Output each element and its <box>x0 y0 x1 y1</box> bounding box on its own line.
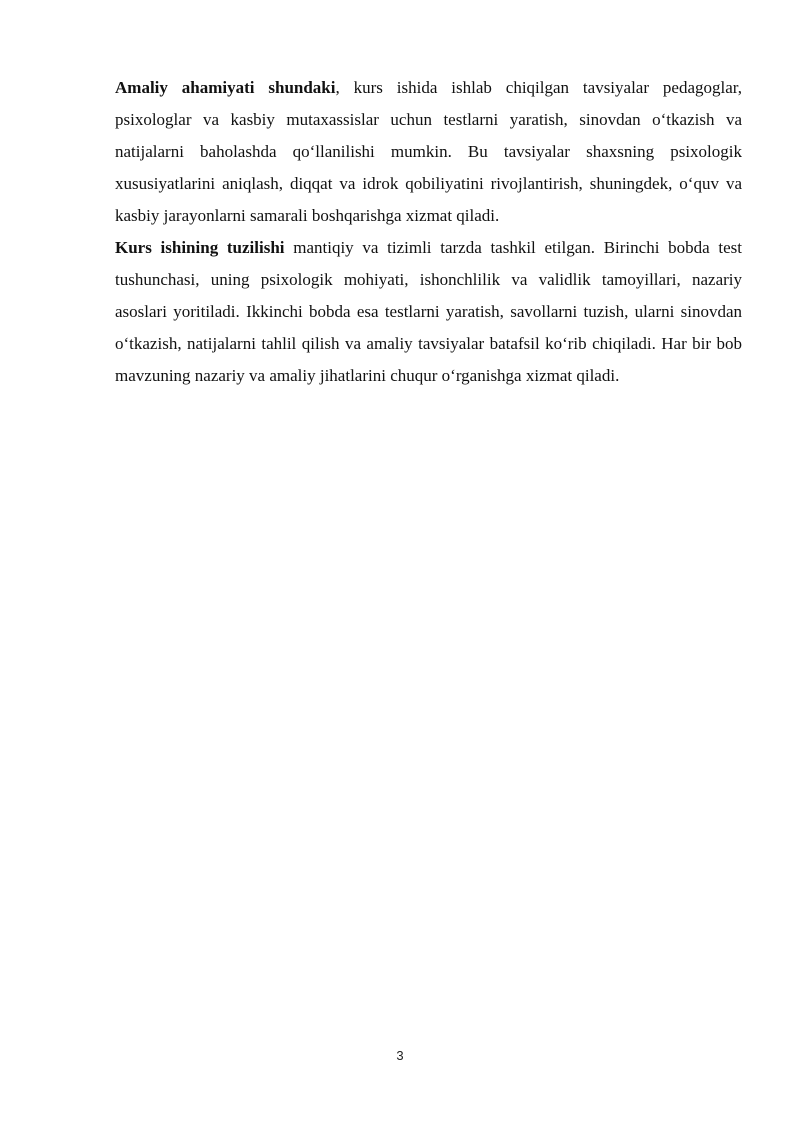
paragraph-lead-bold: Amaliy ahamiyati shundaki <box>115 78 336 97</box>
paragraph-practical-significance <box>115 72 742 232</box>
paragraph-text: , kurs ishida ishlab chiqilgan tavsiyalar pedagoglar, psixologlar va kasbiy mutaxassislar uchun testlarni yaratish, sinovdan o‘tkazish va natijalarni baholashda qo‘llanilishi mumkin. Bu tavsiyalar shaxsning psixologik xususiyatlarini aniqlash, diqqat va idrok qobiliyatini rivojlantirish, shuningdek, o‘quv va kasbiy jarayonlarni samarali boshqarishga xizmat qiladi. <box>115 78 742 225</box>
page-body <box>115 72 742 392</box>
paragraph-structure <box>115 232 742 392</box>
paragraph-lead-bold: Kurs ishining tuzilishi <box>115 238 285 257</box>
paragraph-text: mantiqiy va tizimli tarzda tashkil etilgan. Birinchi bobda test tushunchasi, uning psixologik mohiyati, ishonchlilik va validlik tamoyillari, nazariy asoslari yoritiladi. Ikkinchi bobda esa testlarni yaratish, savollarni tuzish, ularni sinovdan o‘tkazish, natijalarni tahlil qilish va amaliy tavsiyalar batafsil ko‘rib chiqiladi. Har bir bob mavzuning nazariy va amaliy jihatlarini chuqur o‘rganishga xizmat qiladi. <box>115 238 742 385</box>
page-number: 3 <box>396 1048 404 1063</box>
